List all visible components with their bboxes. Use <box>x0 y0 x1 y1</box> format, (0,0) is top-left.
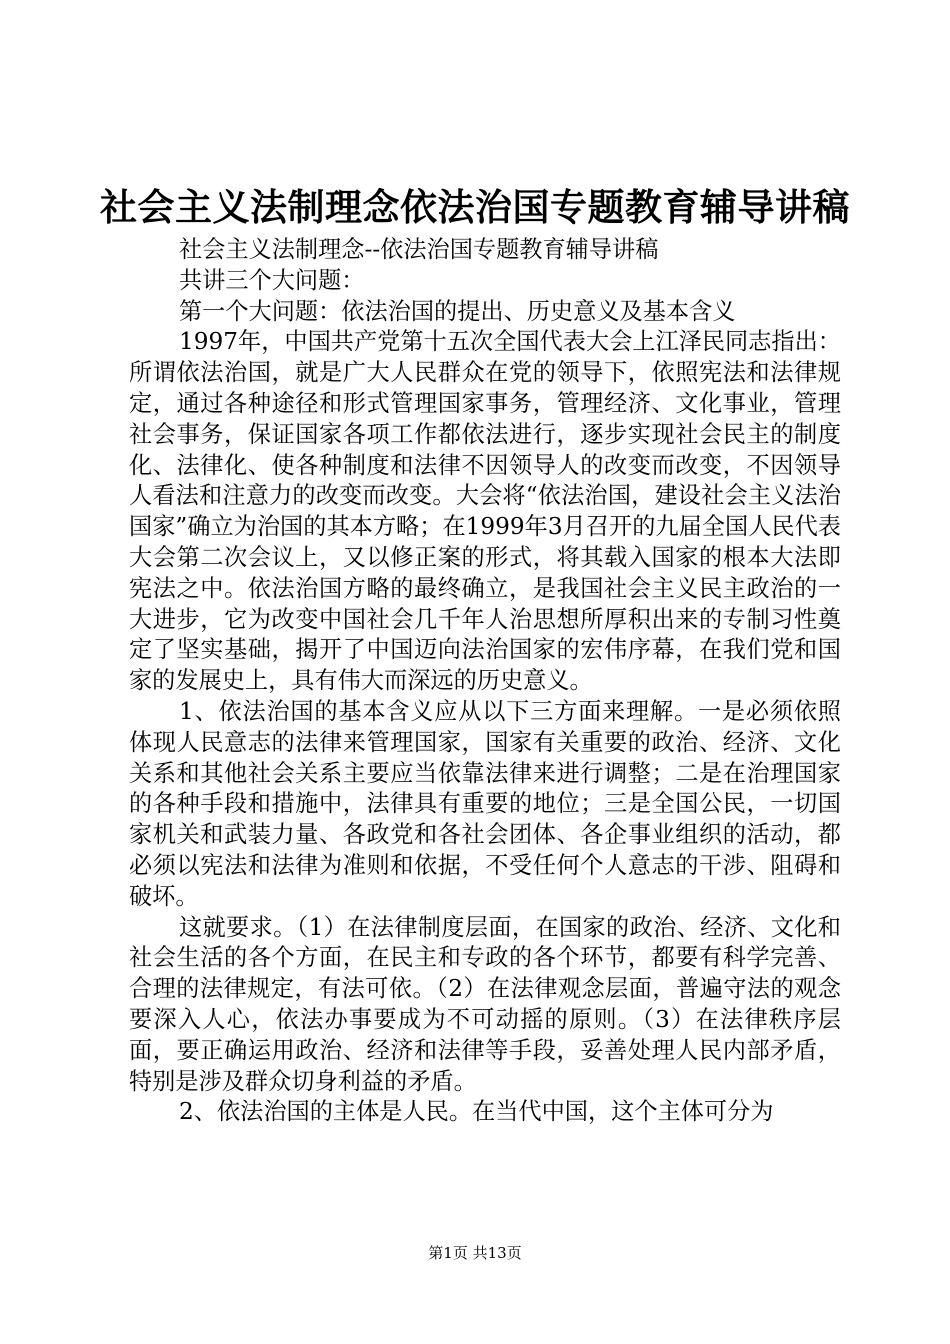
paragraph-meaning: 1、依法治国的基本含义应从以下三方面来理解。一是必须依照体现人民意志的法律来管理国家，国家有关重要的政治、经济、文化关系和其他社会关系主要应当依靠法律来进行调整；二是在治理国家的各种手段和措施中，法律具有重要的地位；三是全国公民，一切国家机关和武装力量、各政党和各社会团体、各企事业组织的活动，都必须以宪法和法律为准则和依据，不受任何个人意志的干涉、阻碍和破坏。 <box>129 697 841 910</box>
paragraph-history: 1997年，中国共产党第十五次全国代表大会上江泽民同志指出：所谓依法治国，就是广大人民群众在党的领导下，依照宪法和法律规定，通过各种途径和形式管理国家事务，管理经济、文化事业，管理社会事务，保证国家各项工作都依法进行，逐步实现社会民主的制度化、法律化、使各种制度和法律不因领导人的改变而改变，不因领导人看法和注意力的改变而改变。大会将“依法治国，建设社会主义法治国家”确立为治国的其本方略；在1999年3月召开的九届全国人民代表大会第二次会议上，又以修正案的形式，将其载入国家的根本大法即宪法之中。依法治国方略的最终确立，是我国社会主义民主政治的一大进步，它为改变中国社会几千年人治思想所厚积出来的专制习性奠定了坚实基础，揭开了中国迈向法治国家的宏伟序幕，在我们党和国家的发展史上，具有伟大而深远的历史意义。 <box>129 328 841 695</box>
page-footer: 第1页 共13页 <box>428 1244 522 1262</box>
paragraph-requirements: 这就要求。（1）在法律制度层面，在国家的政治、经济、文化和社会生活的各个方面，在民主和专政的各个环节，都要有科学完善、合理的法律规定，有法可依。（2）在法律观念层面，普遍守法的观念要深入人心，依法办事要成为不可动摇的原则。（3）在法律秩序层面，要正确运用政治、经济和法律等手段，妥善处理人民内部矛盾，特别是涉及群众切身利益的矛盾。 <box>129 913 841 1095</box>
paragraph-intro: 共讲三个大问题： <box>179 266 365 294</box>
paragraph-subject: 2、依法治国的主体是人民。在当代中国，这个主体可分为 <box>179 1098 774 1126</box>
document-title: 社会主义法制理念依法治国专题教育辅导讲稿 <box>100 186 850 229</box>
paragraph-subtitle: 社会主义法制理念--依法治国专题教育辅导讲稿 <box>179 236 659 263</box>
paragraph-heading-1: 第一个大问题：依法治国的提出、历史意义及基本含义 <box>179 297 736 325</box>
document-body <box>129 235 841 1128</box>
